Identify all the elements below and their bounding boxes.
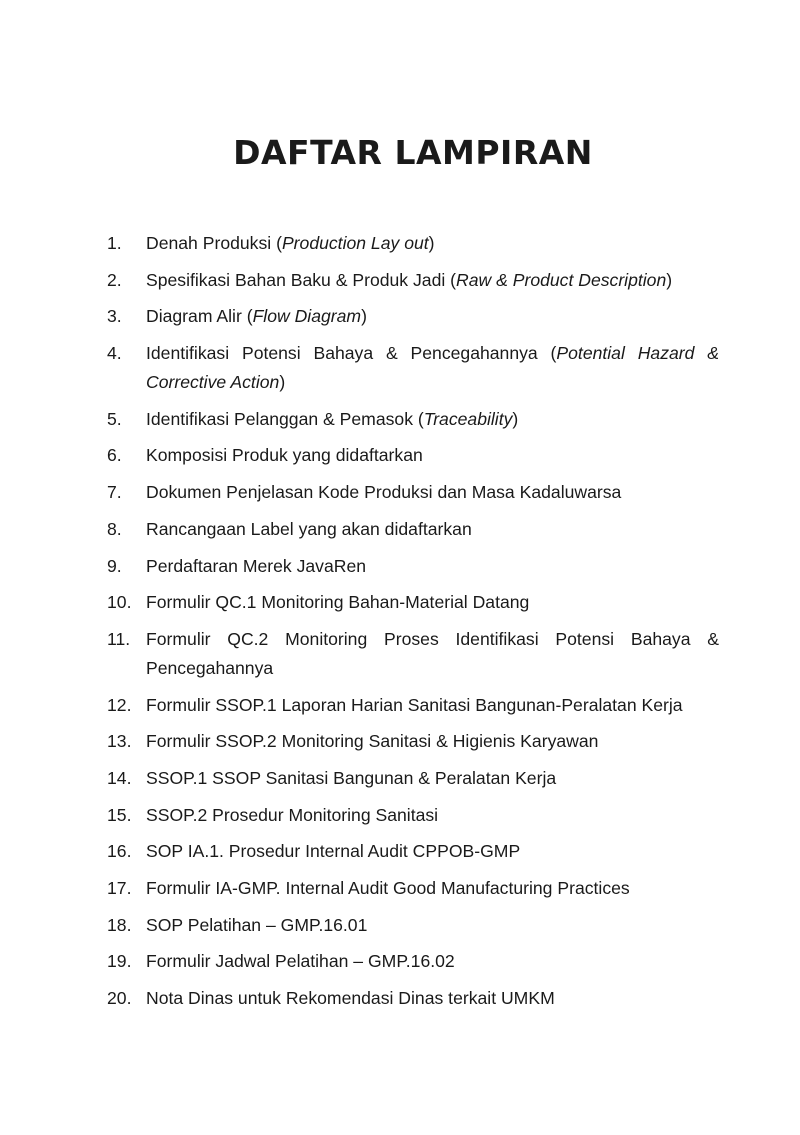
list-item-text	[146, 625, 719, 683]
list-item-number: 1.	[107, 233, 122, 253]
list-item	[107, 302, 719, 331]
list-item-number: 20.	[107, 988, 132, 1009]
list-item-text-italic: Flow Diagram	[252, 306, 362, 327]
list-item	[107, 625, 719, 683]
list-item-text-part: Spesifikasi Bahan Baku & Produk Jadi (	[146, 269, 457, 290]
list-item-text-part: )	[666, 269, 673, 290]
list-item-text	[146, 405, 719, 434]
list-item-text-part: Formulir IA-GMP. Internal Audit Good Manufacturing Practices	[146, 878, 630, 898]
list-item-text	[146, 229, 719, 258]
list-item-text-part: )	[361, 306, 367, 327]
list-item-text-part: SSOP.2 Prosedur Monitoring Sanitasi	[146, 804, 439, 825]
list-item	[107, 727, 719, 756]
list-item-number: 8.	[107, 518, 122, 539]
list-item-text	[146, 478, 719, 507]
list-item	[107, 984, 719, 1013]
list-item-text	[146, 911, 719, 940]
list-item-text	[146, 764, 719, 793]
list-item-number: 15.	[107, 804, 132, 825]
list-item-text-part: SSOP.1 SSOP Sanitasi Bangunan & Peralatan Kerja	[146, 767, 557, 788]
list-item	[107, 229, 719, 258]
list-item-text-italic: Potential Hazard & Corrective Action	[146, 343, 719, 393]
page-title: DAFTAR LAMPIRAN	[233, 133, 593, 172]
list-item-text-part: Perdaftaran Merek JavaRen	[146, 555, 367, 576]
list-item-text	[146, 441, 719, 470]
list-item	[107, 911, 719, 940]
list-item-text-part: Identifikasi Potensi Bahaya & Pencegahannya (	[146, 343, 557, 364]
list-item-text-part: Formulir QC.2 Monitoring Proses Identifikasi Potensi Bahaya & Pencegahannya	[146, 628, 719, 678]
list-item	[107, 478, 719, 507]
list-item	[107, 515, 719, 544]
list-item-text	[146, 727, 719, 756]
list-item-number: 12.	[107, 694, 132, 715]
list-item	[107, 441, 719, 470]
list-item-text	[146, 588, 719, 617]
list-item-text-part: SOP IA.1. Prosedur Internal Audit CPPOB-GMP	[146, 841, 521, 862]
list-item	[107, 588, 719, 617]
list-item	[107, 339, 719, 397]
list-item-text-italic: Traceability	[423, 408, 513, 429]
list-item-number: 6.	[107, 445, 122, 466]
list-item-number: 9.	[107, 555, 122, 576]
list-item-number: 2.	[107, 269, 122, 290]
list-item-number: 5.	[107, 408, 122, 429]
list-item-text-part: )	[428, 233, 435, 253]
list-item-text-part: Rancangaan Label yang akan didaftarkan	[146, 518, 472, 539]
list-item-text	[146, 691, 719, 720]
list-item-text-italic: Production Lay out	[281, 233, 429, 253]
list-item-text	[146, 947, 719, 976]
list-item-number: 13.	[107, 731, 132, 752]
list-item-number: 7.	[107, 482, 122, 503]
list-item-text	[146, 837, 719, 866]
list-item-text-part: Denah Produksi (	[146, 233, 282, 253]
list-item	[107, 764, 719, 793]
list-item-text-part: Komposisi Produk yang didaftarkan	[146, 445, 423, 466]
list-item	[107, 874, 719, 903]
list-item	[107, 691, 719, 720]
list-item-text	[146, 302, 719, 331]
list-item-text-part: Formulir QC.1 Monitoring Bahan-Material Datang	[146, 592, 530, 613]
list-item	[107, 947, 719, 976]
list-item-text	[146, 874, 719, 903]
list-item-number: 16.	[107, 841, 132, 862]
attachment-list	[107, 229, 719, 1021]
list-item-text-part: Diagram Alir (	[146, 306, 253, 327]
list-item-number: 14.	[107, 767, 132, 788]
list-item-number: 11.	[107, 628, 131, 649]
list-item-text-part: Formulir Jadwal Pelatihan – GMP.16.02	[146, 951, 455, 972]
list-item-text	[146, 801, 719, 830]
list-item-number: 4.	[107, 343, 122, 364]
list-item-text-part: Nota Dinas untuk Rekomendasi Dinas terkait UMKM	[146, 988, 555, 1009]
list-item-text-italic: Raw & Product Description	[456, 269, 667, 290]
list-item-text	[146, 339, 719, 397]
list-item-text-part: )	[512, 408, 519, 429]
list-item-number: 10.	[107, 592, 132, 613]
list-item	[107, 552, 719, 581]
list-item-text	[146, 552, 719, 581]
list-item-text	[146, 266, 719, 295]
list-item-text	[146, 515, 719, 544]
list-item-text-part: Formulir SSOP.2 Monitoring Sanitasi & Higienis Karyawan	[146, 731, 599, 752]
list-item	[107, 405, 719, 434]
list-item-text-part: Identifikasi Pelanggan & Pemasok (	[146, 408, 424, 429]
list-item-text	[146, 984, 719, 1013]
list-item-number: 3.	[107, 306, 122, 327]
list-item	[107, 801, 719, 830]
list-item-text-part: Formulir SSOP.1 Laporan Harian Sanitasi Bangunan-Peralatan Kerja	[146, 694, 683, 715]
list-item-number: 19.	[107, 951, 132, 972]
list-item-number: 18.	[107, 914, 132, 935]
list-item-number: 17.	[107, 878, 132, 898]
list-item	[107, 837, 719, 866]
list-item-text-part: )	[279, 372, 286, 393]
list-item-text-part: SOP Pelatihan – GMP.16.01	[146, 914, 368, 935]
list-item	[107, 266, 719, 295]
list-item-text-part: Dokumen Penjelasan Kode Produksi dan Masa Kadaluwarsa	[146, 482, 622, 503]
